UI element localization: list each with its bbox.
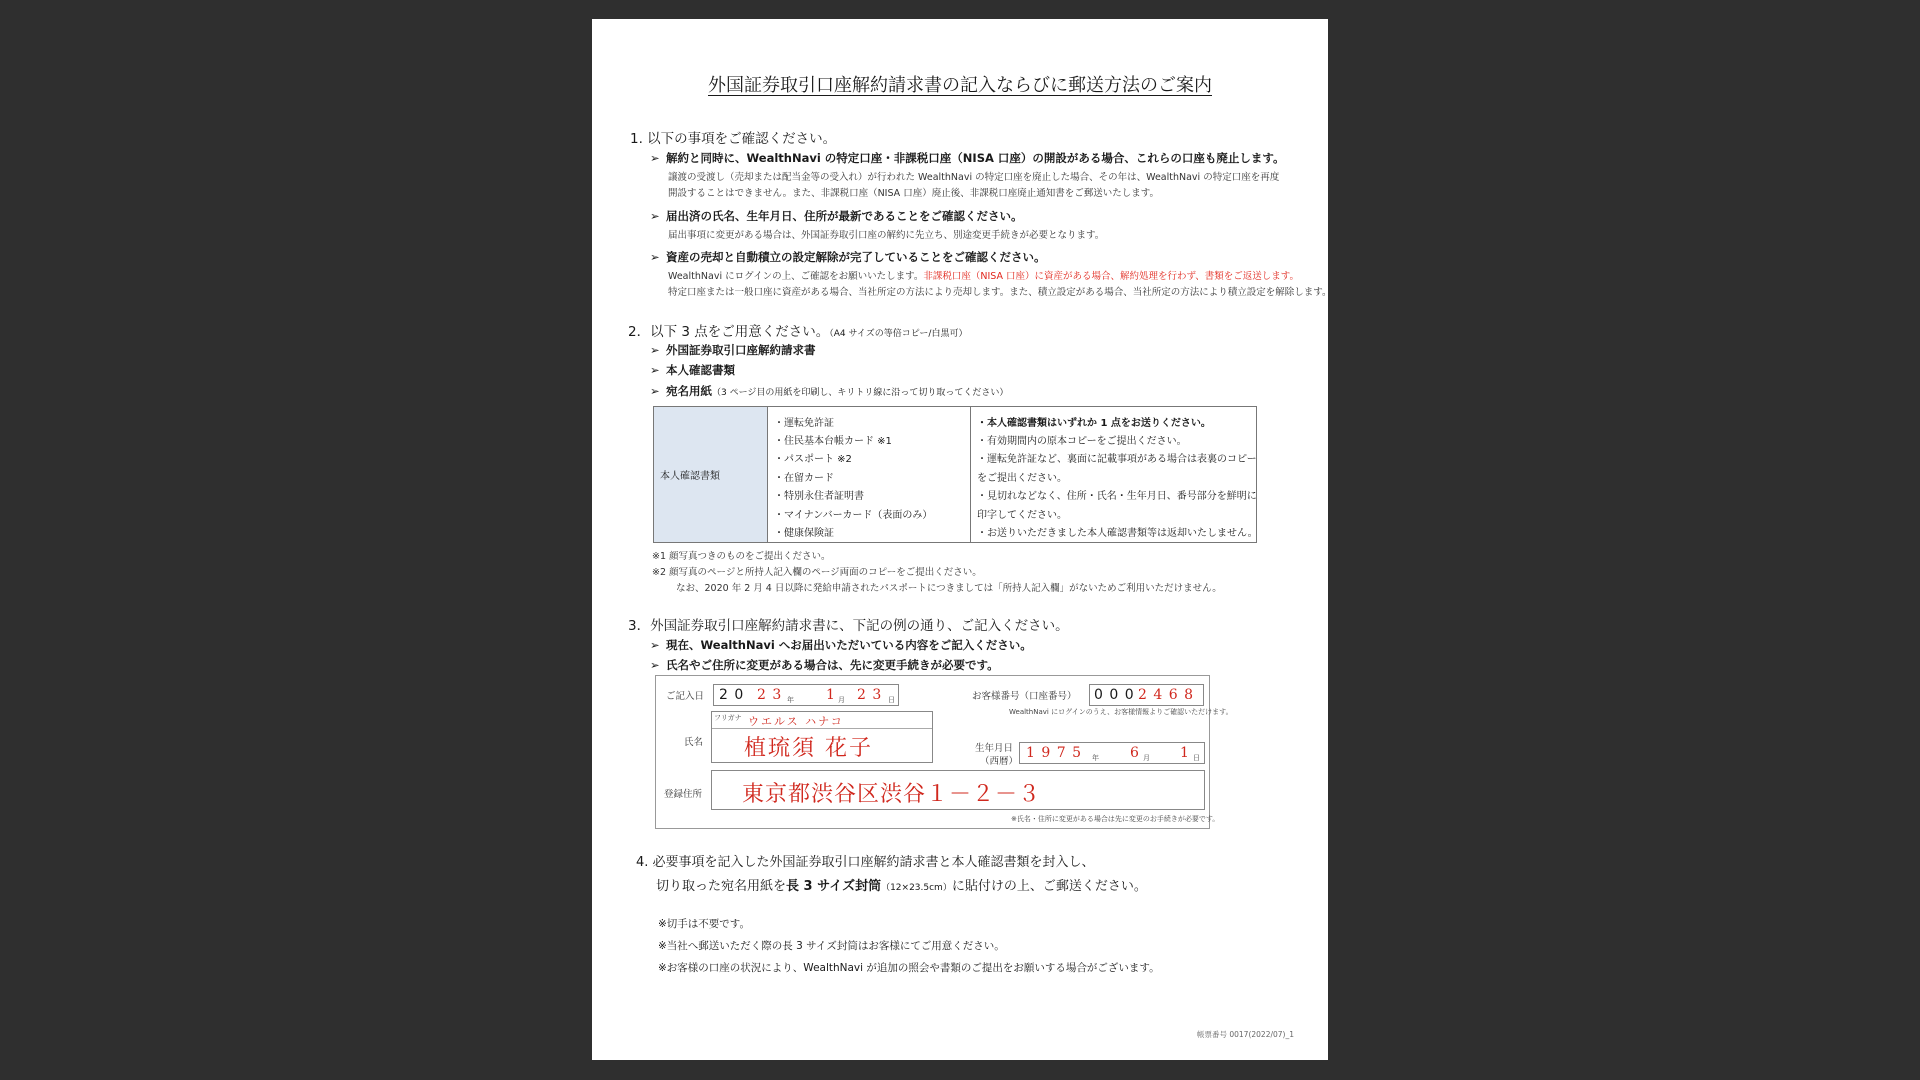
footnote-2: ※2 顔写真のページと所持人記入欄のページ両面のコピーをご提出ください。 <box>652 567 982 578</box>
arrow-icon: ➢ <box>650 250 660 264</box>
table-label-cell <box>654 407 768 542</box>
item-note: （3 ページ目の用紙を印刷し、キリトリ線に沿って切り取ってください） <box>712 388 1009 398</box>
day-unit: 日 <box>888 696 895 704</box>
table-label: 本人確認書類 <box>660 471 720 482</box>
text-part: に貼付けの上、ご郵送ください。 <box>951 879 1147 894</box>
address-value: 東京都渋谷区渋谷１－２－３ <box>742 782 1042 807</box>
form-id: 帳票番号 0017(2022/07)_1 <box>1196 1030 1294 1039</box>
furigana-label: フリガナ <box>714 714 742 722</box>
doc-item: ・マイナンバーカード（表面のみ） <box>774 510 933 521</box>
customer-number-note: WealthNavi にログインのうえ、お客様情報よりご確認いただけます。 <box>1009 708 1233 716</box>
note-line: をご提出ください。 <box>977 473 1067 484</box>
note-line: ・お送りいただきました本人確認書類等は返却いたしません。 <box>977 528 1258 539</box>
detail-text: WealthNavi にログインの上、ご確認をお願いいたします。 <box>668 271 924 282</box>
doc-item: ・住民基本台帳カード ※1 <box>774 436 892 447</box>
envelope-size: 長 3 サイズ封筒 <box>786 879 882 894</box>
date-box <box>713 684 899 706</box>
note-line: ・本人確認書類はいずれか 1 点をお送りください。 <box>977 418 1211 429</box>
arrow-icon: ➢ <box>650 363 660 377</box>
section-3-heading: 3．外国証券取引口座解約請求書に、下記の例の通り、ご記入ください。 <box>628 618 1069 634</box>
footnote-1: ※1 顔写真つきのものをご提出ください。 <box>652 551 831 562</box>
doc-item: ・特別永住者証明書 <box>774 491 864 502</box>
bullet-text: 現在、WealthNavi へお届出いただいている内容をご記入ください。 <box>666 638 1032 652</box>
month-value: 1 <box>826 687 836 703</box>
divider <box>712 728 932 729</box>
heading-text: 2．以下 3 点をご用意ください。 <box>628 324 830 340</box>
heading-note: （A4 サイズの等倍コピー/白黒可） <box>829 329 968 339</box>
section-2-item-2 <box>650 362 735 378</box>
bullet-2-detail: 届出事項に変更がある場合は、外国証券取引口座の解約に先立ち、別途変更手続きが必要となります。 <box>668 230 1105 241</box>
birth-label: 生年月日 <box>975 743 1014 754</box>
customer-number-label: お客様番号（口座番号） <box>972 691 1077 702</box>
birth-month: 6 <box>1130 745 1140 761</box>
footer-note-2: ※当社へ郵送いただく際の長 3 サイズ封筒はお客様にてご用意ください。 <box>658 940 1005 952</box>
section-2-heading <box>628 320 967 340</box>
table-docs-cell <box>768 407 971 542</box>
name-value: 植琉須 花子 <box>744 736 873 761</box>
section-3-bullet-1 <box>650 637 1032 653</box>
address-note: ※氏名・住所に変更がある場合は先に変更のお手続きが必要です。 <box>1011 815 1220 823</box>
year-prefix: 2 0 <box>719 687 745 703</box>
id-documents-table <box>653 406 1257 543</box>
doc-item: ・パスポート ※2 <box>774 454 852 465</box>
date-label: ご記入日 <box>666 691 705 702</box>
doc-item: ・在留カード <box>774 473 834 484</box>
birth-year: 1 9 7 5 <box>1026 745 1082 761</box>
bullet-text: 解約と同時に、WealthNavi の特定口座・非課税口座（NISA 口座）の開設がある場合、これらの口座も廃止します。 <box>666 151 1285 165</box>
bullet-3-detail-2: 特定口座または一般口座に資産がある場合、当社所定の方法により売却します。また、積立設定がある場合、当社所定の方法により積立設定を解除します。 <box>668 287 1332 298</box>
section-1-bullet-1 <box>650 150 1284 166</box>
text-part: 切り取った宛名用紙を <box>656 879 787 894</box>
birth-day-unit: 日 <box>1193 754 1200 762</box>
birth-month-unit: 月 <box>1143 754 1150 762</box>
section-1-bullet-3 <box>650 249 1046 265</box>
section-1-bullet-2 <box>650 208 1023 224</box>
year-unit: 年 <box>787 696 794 704</box>
birth-day: 1 <box>1180 745 1190 761</box>
bullet-3-detail-1 <box>668 268 1299 282</box>
note-line: ・見切れなどなく、住所・氏名・生年月日、番号部分を鮮明に <box>977 491 1257 502</box>
doc-item: ・健康保険証 <box>774 528 834 539</box>
note-line: ・有効期間内の原本コピーをご提出ください。 <box>977 436 1187 447</box>
bullet-text: 氏名やご住所に変更がある場合は、先に変更手続きが必要です。 <box>666 658 999 672</box>
section-2-item-1 <box>650 342 816 358</box>
section-4-line-2 <box>656 875 1147 894</box>
bullet-1-detail-2: 開設することはできません。また、非課税口座（NISA 口座）廃止後、非課税口座廃止通知書をご郵送いたします。 <box>668 188 1159 199</box>
bullet-text: 資産の売却と自動積立の設定解除が完了していることをご確認ください。 <box>666 250 1046 264</box>
arrow-icon: ➢ <box>650 638 660 652</box>
address-label: 登録住所 <box>664 789 703 800</box>
item-text: 外国証券取引口座解約請求書 <box>666 343 816 357</box>
note-line: ・運転免許証など、裏面に記載事項がある場合は表裏のコピー <box>977 454 1257 465</box>
arrow-icon: ➢ <box>650 384 660 398</box>
doc-item: ・運転免許証 <box>774 418 834 429</box>
customer-number-zeros: 0 0 0 <box>1094 687 1135 703</box>
envelope-dimensions: （12×23.5cm） <box>881 883 952 893</box>
year-suffix: 2 3 <box>757 687 783 703</box>
birth-box <box>1019 742 1205 764</box>
customer-number-value: 2 4 6 8 <box>1138 687 1194 703</box>
section-4-line-1: 4. 必要事項を記入した外国証券取引口座解約請求書と本人確認書類を封入し、 <box>636 855 1095 870</box>
birth-label-western: （西暦） <box>980 756 1019 767</box>
address-box <box>711 770 1205 810</box>
furigana-value: ウエルス ハナコ <box>748 715 844 728</box>
customer-number-box <box>1089 684 1204 706</box>
month-unit: 月 <box>838 696 845 704</box>
birth-year-unit: 年 <box>1092 754 1099 762</box>
nisa-warning-text: 非課税口座（NISA 口座）に資産がある場合、解約処理を行わず、書類をご返送します。 <box>923 271 1299 282</box>
arrow-icon: ➢ <box>650 658 660 672</box>
arrow-icon: ➢ <box>650 343 660 357</box>
table-notes-cell <box>971 407 1258 542</box>
item-text: 宛名用紙 <box>666 384 712 398</box>
note-line: 印字してください。 <box>977 510 1067 521</box>
section-3-bullet-2 <box>650 657 999 673</box>
section-2-item-3 <box>650 383 1008 399</box>
item-text: 本人確認書類 <box>666 363 735 377</box>
name-box <box>711 711 933 763</box>
footer-note-3: ※お客様の口座の状況により、WealthNavi が追加の照会や書類のご提出をお願いする場合がございます。 <box>658 962 1160 974</box>
day-value: 2 3 <box>857 687 883 703</box>
footer-note-1: ※切手は不要です。 <box>658 918 750 930</box>
bullet-text: 届出済の氏名、生年月日、住所が最新であることをご確認ください。 <box>666 209 1023 223</box>
arrow-icon: ➢ <box>650 151 660 165</box>
name-label: 氏名 <box>684 737 704 748</box>
document-page <box>592 19 1332 1060</box>
bullet-1-detail-1: 譲渡の受渡し（売却または配当金等の受入れ）が行われた WealthNavi の特定口座を廃止した場合、その年は、WealthNavi の特定口座を再度 <box>668 172 1280 183</box>
form-example <box>655 675 1233 829</box>
footnote-2-continued: なお、2020 年 2 月 4 日以降に発給申請されたパスポートにつきましては「所持人記入欄」がないためご利用いただけません。 <box>676 583 1222 594</box>
document-title: 外国証券取引口座解約請求書の記入ならびに郵送方法のご案内 <box>708 75 1212 96</box>
section-1-heading: 1. 以下の事項をご確認ください。 <box>630 131 837 147</box>
arrow-icon: ➢ <box>650 209 660 223</box>
